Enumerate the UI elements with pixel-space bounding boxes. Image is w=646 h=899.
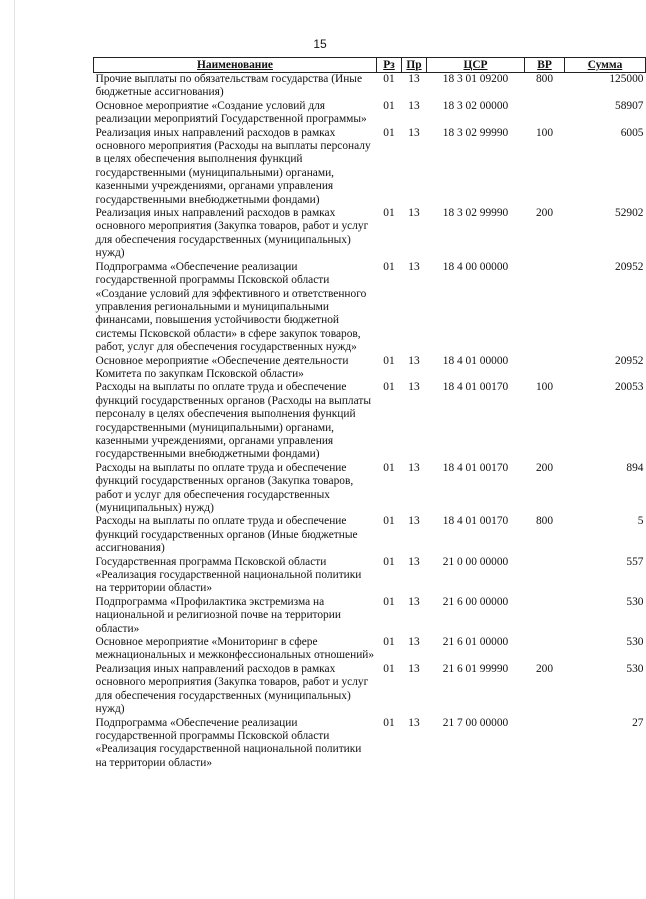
row-sum: 58907 (615, 99, 644, 112)
row-rz: 01 (383, 381, 395, 394)
table-row (94, 73, 646, 100)
row-rz: 01 (383, 636, 395, 649)
row-vr: 100 (535, 381, 554, 394)
table-row (94, 515, 646, 555)
row-vr (525, 100, 565, 127)
table-row (94, 636, 646, 663)
row-pr: 13 (408, 555, 420, 568)
row-csr: 18 3 02 99990 (442, 207, 509, 220)
table-row (94, 717, 646, 771)
row-rz: 01 (383, 555, 395, 568)
row-csr: 21 7 00 00000 (442, 716, 509, 729)
row-sum: 6005 (620, 126, 644, 139)
row-pr: 13 (408, 73, 420, 85)
row-name: Расходы на выплаты по оплате труда и обеспечение функций государственных органов (Закупка товаров, работ и услуг для обеспечения государственных (муниципальных) нужд) (95, 461, 354, 514)
row-name: Подпрограмма «Профилактика экстремизма на национальной и религиозной почве на территории области» (95, 595, 341, 635)
row-pr: 13 (408, 662, 420, 675)
row-name: Подпрограмма «Обеспечение реализации государственной программы Псковской области «Реализация государственной национальной политики на территории области» (95, 716, 362, 769)
row-vr (525, 596, 565, 636)
row-vr (525, 355, 565, 382)
header-vr: ВР (525, 58, 565, 73)
table-row (94, 261, 646, 355)
row-vr (525, 717, 565, 771)
table-row (94, 556, 646, 596)
row-csr: 21 6 00 00000 (442, 595, 509, 608)
row-sum: 20952 (615, 260, 644, 273)
table-row (94, 100, 646, 127)
table-body (94, 73, 646, 771)
row-sum: 52902 (615, 207, 644, 220)
row-name: Реализация иных направлений расходов в рамках основного мероприятия (Расходы на выплаты персоналу в целях обеспечения выполнения функций государственными (муниципальными) органами, казенными учреждениями, органами управления государственными внебюджетными фондами) (95, 126, 371, 206)
row-vr: 200 (535, 662, 554, 675)
row-vr: 800 (535, 73, 554, 85)
row-csr: 18 3 02 99990 (442, 126, 509, 139)
row-csr: 18 4 01 00170 (442, 461, 509, 474)
row-csr: 18 3 01 09200 (442, 73, 509, 85)
header-sum: Сумма (565, 58, 646, 73)
row-name: Государственная программа Псковской области «Реализация государственной национальной политики на территории области» (95, 555, 362, 595)
row-rz: 01 (383, 260, 395, 273)
row-vr (525, 261, 565, 355)
budget-table (93, 57, 646, 770)
row-vr: 200 (535, 207, 554, 220)
row-csr: 18 4 01 00000 (442, 354, 509, 367)
row-csr: 18 4 00 00000 (442, 260, 509, 273)
row-rz: 01 (383, 595, 395, 608)
row-vr (525, 636, 565, 663)
row-name: Расходы на выплаты по оплате труда и обеспечение функций государственных органов (Иные бюджетные ассигнования) (95, 515, 358, 555)
row-sum: 20952 (615, 354, 644, 367)
row-pr: 13 (408, 381, 420, 394)
row-rz: 01 (383, 354, 395, 367)
table-row (94, 663, 646, 717)
row-rz: 01 (383, 126, 395, 139)
row-sum: 530 (626, 636, 644, 649)
row-rz: 01 (383, 99, 395, 112)
row-pr: 13 (408, 99, 420, 112)
row-name: Реализация иных направлений расходов в рамках основного мероприятия (Закупка товаров, работ и услуг для обеспечения государственных (муниципальных) нужд) (95, 662, 369, 716)
row-rz: 01 (383, 73, 395, 85)
page-number: 15 (313, 37, 327, 51)
row-vr: 200 (535, 461, 554, 474)
table-row (94, 462, 646, 516)
row-rz: 01 (383, 662, 395, 675)
row-name: Основное мероприятие «Создание условий для реализации мероприятий Государственной программы» (95, 99, 367, 126)
row-rz: 01 (383, 461, 395, 474)
header-name: Наименование (94, 58, 377, 73)
row-name: Подпрограмма «Обеспечение реализации государственной программы Псковской области «Создание условий для эффективного и ответственного управления региональными и муниципальными финансами, повышения устойчивости бюджетной системы Псковской области» в сфере закупок товаров, работ, услуг для обеспечения государственных нужд» (95, 260, 367, 354)
row-pr: 13 (408, 354, 420, 367)
row-sum: 894 (626, 461, 644, 474)
row-sum: 557 (626, 555, 644, 568)
row-vr: 800 (535, 515, 554, 528)
row-pr: 13 (408, 716, 420, 729)
row-csr: 21 6 01 99990 (442, 662, 509, 675)
row-name: Основное мероприятие «Обеспечение деятельности Комитета по закупкам Псковской области» (95, 354, 349, 380)
table-row (94, 381, 646, 461)
row-pr: 13 (408, 126, 420, 139)
row-sum: 530 (626, 595, 644, 608)
table-row (94, 596, 646, 636)
row-sum: 5 (637, 515, 644, 528)
table-header (94, 58, 646, 73)
row-vr: 100 (535, 126, 554, 139)
row-rz: 01 (383, 515, 395, 528)
table-row (94, 127, 646, 207)
row-pr: 13 (408, 260, 420, 273)
row-pr: 13 (408, 207, 420, 220)
header-csr: ЦСР (427, 58, 525, 73)
row-name: Реализация иных направлений расходов в рамках основного мероприятия (Закупка товаров, работ и услуг для обеспечения государственных (муниципальных) нужд) (95, 207, 369, 260)
row-pr: 13 (408, 636, 420, 649)
row-rz: 01 (383, 716, 395, 729)
row-sum: 27 (632, 716, 644, 729)
row-name: Основное мероприятие «Мониторинг в сфере межнациональных и межконфессиональных отношений» (95, 636, 375, 662)
row-name: Прочие выплаты по обязательствам государства (Иные бюджетные ассигнования) (95, 73, 363, 99)
row-sum: 530 (626, 662, 644, 675)
row-pr: 13 (408, 461, 420, 474)
row-csr: 21 0 00 00000 (442, 555, 509, 568)
row-name: Расходы на выплаты по оплате труда и обеспечение функций государственных органов (Расходы на выплаты персоналу в целях обеспечения выполнения функций государственными (муниципальными) органами, казенными учреждениями, органами управления государственными внебюджетными фондами) (95, 381, 371, 461)
row-rz: 01 (383, 207, 395, 220)
table-row (94, 355, 646, 382)
row-sum: 20053 (615, 381, 644, 394)
row-pr: 13 (408, 515, 420, 528)
header-row (94, 58, 646, 73)
row-pr: 13 (408, 595, 420, 608)
header-pr: Пр (402, 58, 427, 73)
row-sum: 125000 (609, 73, 644, 85)
row-csr: 18 3 02 00000 (442, 99, 509, 112)
header-rz: Рз (377, 58, 402, 73)
table-row (94, 207, 646, 261)
row-vr (525, 556, 565, 596)
scan-margin-line (14, 0, 15, 899)
row-csr: 21 6 01 00000 (442, 636, 509, 649)
row-csr: 18 4 01 00170 (442, 515, 509, 528)
row-csr: 18 4 01 00170 (442, 381, 509, 394)
